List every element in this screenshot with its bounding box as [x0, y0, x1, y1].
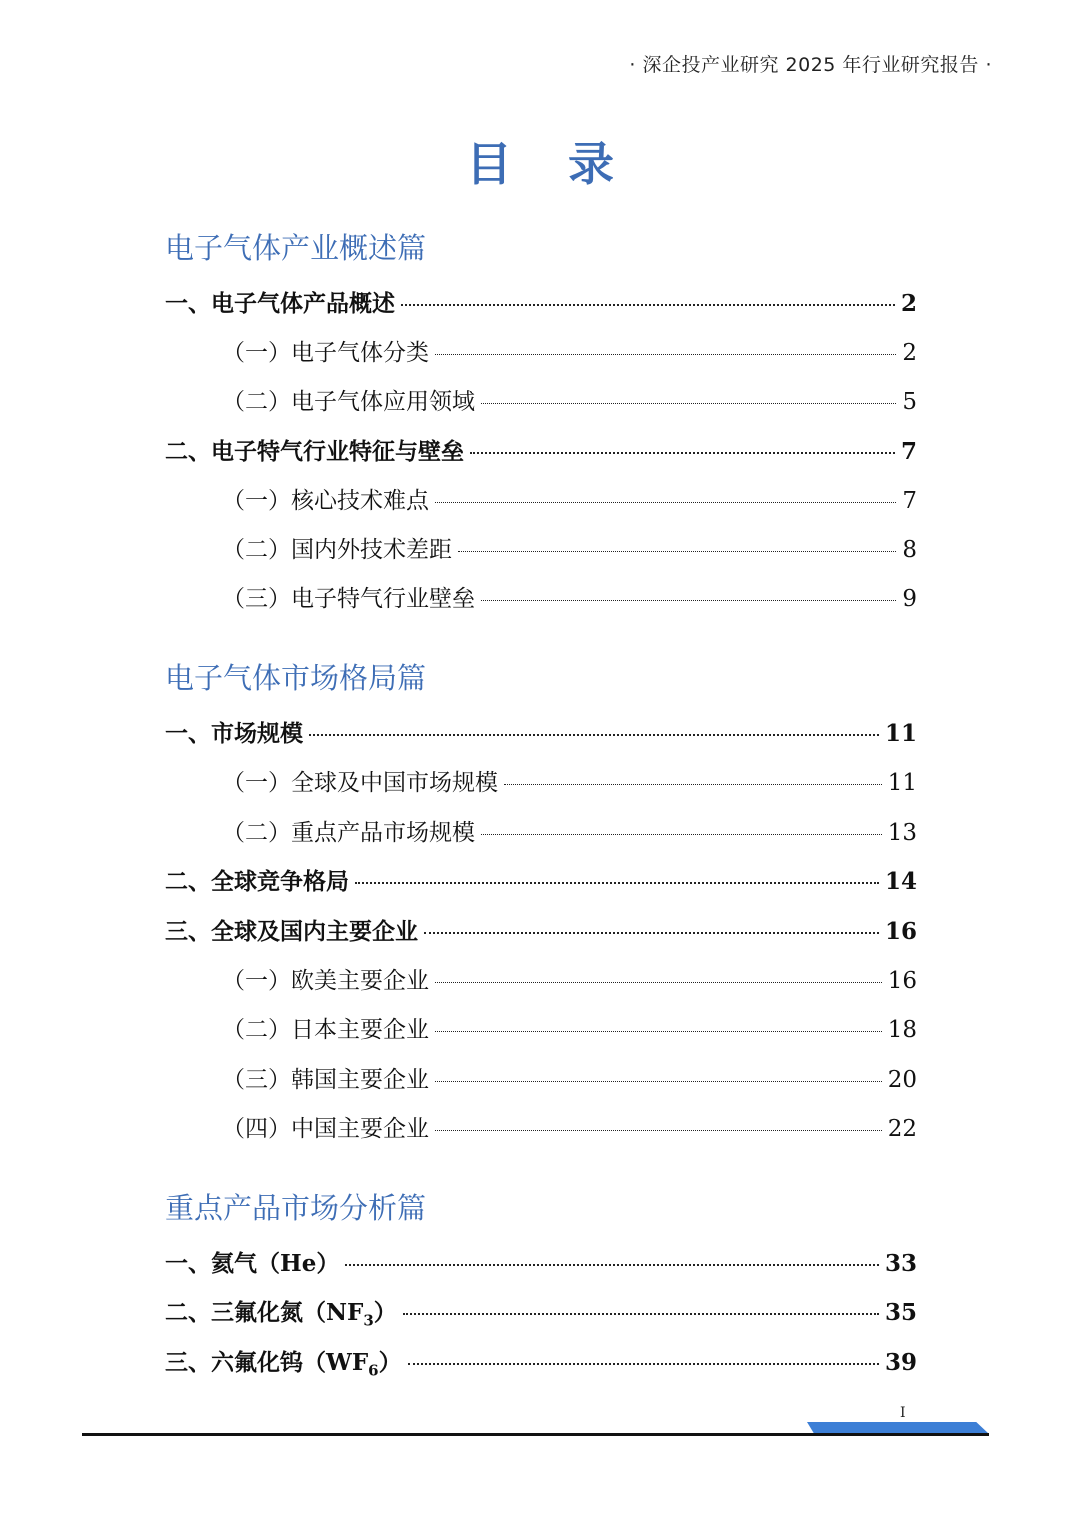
toc-entry[interactable] — [222, 962, 917, 1002]
toc-entry[interactable] — [165, 1294, 917, 1334]
toc-entry-page: 2 — [900, 290, 917, 317]
toc-entry[interactable] — [165, 715, 917, 755]
toc-entry-label: （二）国内外技术差距 — [222, 537, 452, 563]
label-prefix: 二、三氟化氮（NF — [165, 1299, 364, 1326]
toc-entry[interactable] — [222, 1011, 917, 1051]
toc-entry-page: 7 — [900, 438, 917, 465]
dot-leader — [309, 734, 879, 736]
label-suffix: ） — [373, 1299, 397, 1326]
dot-leader — [403, 1313, 879, 1315]
toc-entry-label: （三）韩国主要企业 — [222, 1067, 429, 1093]
toc-entry-page: 16 — [887, 968, 917, 994]
toc-entry[interactable] — [222, 814, 917, 854]
toc-entry[interactable] — [222, 531, 917, 571]
toc-entry[interactable] — [222, 580, 917, 620]
toc-entry-label: （一）全球及中国市场规模 — [222, 770, 498, 796]
toc-entry[interactable] — [222, 1110, 917, 1150]
dot-leader — [408, 1363, 879, 1365]
dot-leader — [435, 1081, 882, 1082]
toc-entry-page: 13 — [887, 820, 917, 846]
dot-leader — [481, 403, 896, 404]
label-prefix: 三、六氟化钨（WF — [165, 1349, 369, 1376]
toc-entry-label: （四）中国主要企业 — [222, 1116, 429, 1142]
toc-entry[interactable] — [165, 433, 917, 473]
section-heading-product-analysis: 重点产品市场分析篇 — [165, 1191, 427, 1225]
toc-entry-label: （一）核心技术难点 — [222, 488, 429, 514]
toc-entry-label: （二）重点产品市场规模 — [222, 820, 475, 846]
toc-entry-label: （一）欧美主要企业 — [222, 968, 429, 994]
section-heading-industry-overview: 电子气体产业概述篇 — [165, 231, 427, 265]
toc-entry-page: 11 — [887, 770, 917, 796]
toc-entry-label: 一、电子气体产品概述 — [165, 290, 395, 317]
toc-entry-page: 9 — [902, 586, 917, 612]
toc-entry-page: 2 — [902, 340, 917, 366]
dot-leader — [470, 452, 895, 454]
dot-leader — [424, 932, 879, 934]
toc-entry-label: （二）日本主要企业 — [222, 1017, 429, 1043]
section-heading-market-landscape: 电子气体市场格局篇 — [165, 661, 427, 695]
toc-entry-page: 7 — [902, 488, 917, 514]
toc-entry[interactable] — [165, 285, 917, 325]
page-number: I — [900, 1405, 906, 1421]
dot-leader — [481, 834, 882, 835]
toc-entry-page: 22 — [887, 1116, 917, 1142]
toc-entry-page: 8 — [902, 537, 917, 563]
toc-entry[interactable] — [222, 1061, 917, 1101]
toc-entry-page: 14 — [884, 868, 917, 895]
toc-entry[interactable] — [222, 482, 917, 522]
dot-leader — [481, 600, 896, 601]
toc-entry[interactable] — [222, 334, 917, 374]
toc-entry[interactable] — [165, 913, 917, 953]
running-header: · 深企投产业研究 2025 年行业研究报告 · — [629, 54, 992, 76]
toc-entry-page: 5 — [902, 389, 917, 415]
toc-entry-label: （三）电子特气行业壁垒 — [222, 586, 475, 612]
subscript: 6 — [368, 1361, 379, 1380]
toc-entry-label — [165, 1294, 397, 1330]
toc-entry-label: （一）电子气体分类 — [222, 340, 429, 366]
toc-entry-page: 39 — [884, 1349, 917, 1376]
toc-entry[interactable] — [165, 863, 917, 903]
dot-leader — [435, 354, 896, 355]
dot-leader — [435, 1031, 882, 1032]
toc-entry[interactable] — [222, 383, 917, 423]
toc-title: 目录 — [466, 137, 670, 191]
toc-entry[interactable] — [165, 1344, 917, 1384]
toc-entry-label: 二、电子特气行业特征与壁垒 — [165, 438, 464, 465]
dot-leader — [435, 502, 896, 503]
footer-rule — [82, 1433, 989, 1436]
toc-entry-page: 11 — [884, 720, 917, 747]
dot-leader — [504, 784, 882, 785]
toc-entry-label: 三、全球及国内主要企业 — [165, 918, 418, 945]
toc-entry-label: 一、氦气（He） — [165, 1250, 340, 1277]
toc-entry-page: 33 — [884, 1250, 917, 1277]
dot-leader — [435, 982, 882, 983]
dot-leader — [345, 1264, 879, 1266]
toc-entry[interactable] — [165, 1245, 917, 1285]
dot-leader — [401, 304, 895, 306]
toc-entry-label — [165, 1344, 402, 1380]
toc-entry-page: 18 — [887, 1017, 917, 1043]
toc-entry-label: 二、全球竞争格局 — [165, 868, 349, 895]
toc-entry-label: （二）电子气体应用领域 — [222, 389, 475, 415]
toc-entry-label: 一、市场规模 — [165, 720, 303, 747]
label-suffix: ） — [378, 1349, 402, 1376]
dot-leader — [355, 882, 879, 884]
dot-leader — [435, 1130, 882, 1131]
toc-entry-page: 20 — [887, 1067, 917, 1093]
toc-entry-page: 16 — [884, 918, 917, 945]
toc-entry-page: 35 — [884, 1299, 917, 1326]
toc-entry[interactable] — [222, 764, 917, 804]
dot-leader — [458, 551, 896, 552]
subscript: 3 — [363, 1311, 374, 1330]
